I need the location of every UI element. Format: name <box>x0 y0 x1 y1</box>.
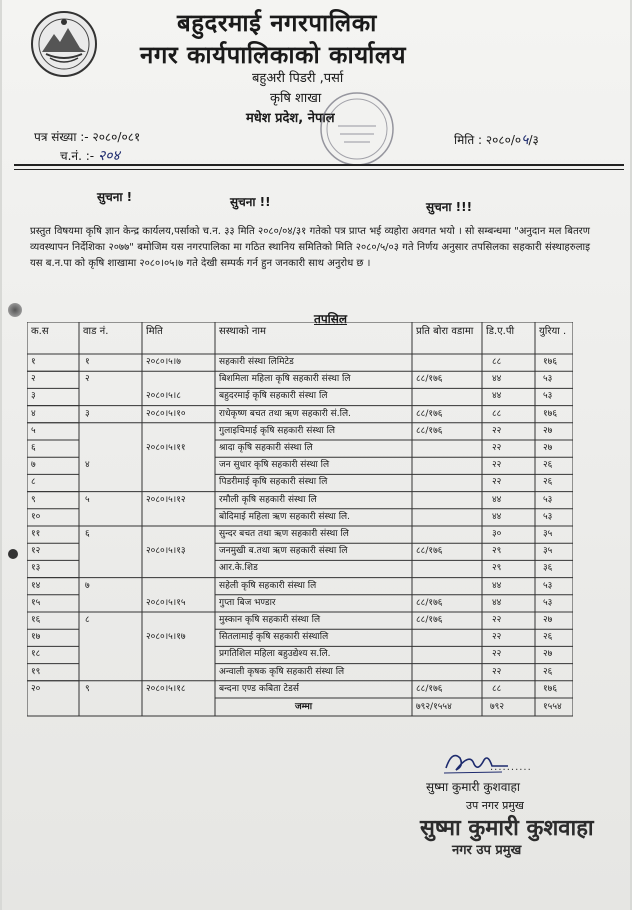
row-ward-number: ४ <box>85 460 90 471</box>
row-dap: ४४ <box>492 494 502 505</box>
row-dap: ८८ <box>492 357 502 367</box>
row-serial-number: १७ <box>31 632 41 643</box>
row-org-name: गुप्ता बिज भण्डार <box>219 597 276 608</box>
notice-heading-2: सुचना !! <box>230 195 271 209</box>
notice-body: प्रस्तुत विषयमा कृषि ज्ञान केन्द्र कार्यलय,पर्साको च.न. ३३ मिति २०८०/०४/३१ गतेको पत्र प्राप्त भई व्यहोरा अवगत भयो । सो सम्बन्धमा "अनुदान मल बितरण व्यवस्थापन निर्देशिका २०७७" बमोजिम यस नगरपालिका मा गठित स्थानिय समितिको मिति २०८०/५/०३ गते निर्णय अनुसार तपसिलका सहकारी संस्थाहरुलाइ यस ब.न.पा को कृषि शाखामा २०८०।०५।७ गते देखी सम्पर्क गर्न हुन जनकारी साथ अनुरोध छ । <box>30 226 590 269</box>
row-org-name: गुलाइचिमाई कृषि सहकारी संस्था लि <box>219 425 336 436</box>
row-org-name: रमौली कृषि सहकारी संस्था लि <box>219 494 317 505</box>
row-date: २०८०।५।८ <box>146 391 181 402</box>
row-urea: २६ <box>543 477 553 488</box>
office-title: नगर कार्यपालिकाको कार्यालय <box>140 41 407 69</box>
row-urea: २७ <box>543 615 553 625</box>
nepal-emblem-logo <box>30 8 98 80</box>
row-serial-number: ५ <box>31 425 36 436</box>
row-dap: ३० <box>492 529 502 539</box>
signature-line: .......... <box>490 762 532 773</box>
row-serial-number: १४ <box>31 580 41 591</box>
row-date: २०८०।५।१८ <box>146 683 186 694</box>
row-dap: २२ <box>492 615 502 625</box>
row-dap: ४४ <box>492 511 502 522</box>
row-rate-per-ward: ८८/१७६ <box>416 408 443 419</box>
row-rate-per-ward: ८८/१७६ <box>416 597 443 608</box>
row-urea: ५३ <box>543 494 553 505</box>
row-serial-number: ७ <box>31 460 36 471</box>
row-serial-number: २० <box>31 683 41 694</box>
row-urea: ५३ <box>543 391 553 402</box>
row-urea: १७६ <box>543 683 558 694</box>
punch-hole <box>8 303 22 317</box>
row-org-name: सुन्दर बचत तथा ऋण सहकारी संस्था लि <box>219 529 349 539</box>
row-serial-number: ४ <box>31 408 36 419</box>
row-serial-number: १ <box>31 357 36 367</box>
row-dap: ८८ <box>492 408 502 419</box>
row-dap: २२ <box>492 477 502 488</box>
row-rate-per-ward: ८८/१७६ <box>416 683 443 694</box>
row-org-name: बोदिमाई महिला ऋण सहकारी संस्था लि. <box>219 511 351 522</box>
row-urea: २७ <box>543 443 553 453</box>
row-org-name: प्रगतिशिल महिला बहुउद्येश्य स.लि. <box>219 649 331 660</box>
row-urea: २६ <box>543 632 553 643</box>
notice-heading-1: सुचना ! <box>97 190 133 204</box>
row-org-name: बन्दना एण्ड कबिता टेडर्स <box>219 683 299 694</box>
row-org-name: सहेली कृषि सहकारी संस्था लि <box>219 580 317 591</box>
letter-date-tail: /३ <box>528 133 539 147</box>
header-ward: वाड नं. <box>83 326 109 337</box>
signatory-title: उप नगर प्रमुख <box>466 799 524 812</box>
row-dap: ४४ <box>492 391 502 402</box>
row-serial-number: ११ <box>31 529 41 539</box>
row-org-name: मुस्कान कृषि सहकारी संस्था लि <box>219 615 321 625</box>
row-org-name: जनमुखी ब.तथा ऋण सहकारी संस्था लि <box>219 546 348 557</box>
row-rate-per-ward: ८८/१७६ <box>416 374 443 385</box>
province-line: मधेश प्रदेश, नेपाल <box>246 111 335 126</box>
row-urea: २७ <box>543 649 553 660</box>
row-urea: २६ <box>543 666 553 677</box>
row-org-name: अन्वाली कृषक कृषि सहकारी संस्था लि <box>219 666 345 677</box>
signatory-name: सुष्मा कुमारी कुशवाहा <box>426 780 520 794</box>
title-stamp: नगर उप प्रमुख <box>452 843 522 858</box>
letter-date-handwritten: ५ <box>521 132 529 148</box>
name-stamp: सुष्मा कुमारी कुशवाहा <box>420 816 594 841</box>
row-ward-number: ९ <box>85 683 90 694</box>
letter-number: पत्र संख्या :- २०८०/०८१ <box>34 130 141 144</box>
municipality-title: बहुदरमाई नगरपालिका <box>177 9 377 37</box>
row-org-name: बहुदरमाई कृषि सहकारी संस्था लि <box>219 391 328 402</box>
dispatch-number-handwritten: २०४ <box>97 148 120 164</box>
row-dap: २२ <box>492 443 502 453</box>
office-stamp <box>318 90 396 168</box>
header-urea: युरिया . <box>539 326 567 337</box>
row-serial-number: १० <box>31 511 41 522</box>
row-date: २०८०।५।१२ <box>146 494 186 505</box>
row-org-name: राधेकृष्ण बचत तथा ऋण सहकारी सं.लि. <box>219 408 351 419</box>
row-org-name: सितलामाई कृषि सहकारी संस्थालि <box>219 632 329 643</box>
header-sn: क.स <box>31 326 49 337</box>
row-rate-per-ward: ८८/१७६ <box>416 615 443 625</box>
total-urea: १५५४ <box>543 702 562 712</box>
dispatch-number-label: च.नं. :- <box>60 149 95 163</box>
row-ward-number: ८ <box>85 615 90 625</box>
row-dap: २२ <box>492 649 502 660</box>
row-org-name: सहकारी संस्था लिमिटेड <box>219 357 294 367</box>
total-label: जम्मा <box>295 702 313 712</box>
header-date: मिति <box>146 326 163 337</box>
row-ward-number: ६ <box>85 529 90 539</box>
row-dap: २२ <box>492 632 502 643</box>
row-urea: ५३ <box>543 580 553 591</box>
row-serial-number: १३ <box>31 563 41 574</box>
notice-heading-3: सुचना !!! <box>426 200 473 214</box>
row-ward-number: २ <box>85 374 90 385</box>
total-dap: ७९२ <box>490 702 505 712</box>
total-rate: ७९२/१५५४ <box>416 702 452 712</box>
cooperative-table <box>27 322 573 740</box>
row-date: २०८०।५।१५ <box>146 597 186 608</box>
row-serial-number: ८ <box>31 477 36 488</box>
row-urea: ५३ <box>543 374 553 385</box>
header-dap: डि.ए.पी <box>486 326 515 337</box>
row-date: २०८०।५।७ <box>146 357 181 367</box>
header-org-name: सस्थाको नाम <box>219 326 266 337</box>
row-urea: ३६ <box>543 563 553 574</box>
row-serial-number: १९ <box>31 666 41 677</box>
row-ward-number: ३ <box>85 408 90 419</box>
branch-line: कृषि शाखा <box>270 91 322 106</box>
dispatch-number <box>60 146 120 165</box>
row-dap: ८८ <box>492 683 502 694</box>
row-urea: ३५ <box>543 529 553 539</box>
row-dap: ४४ <box>492 580 502 591</box>
row-serial-number: ३ <box>31 391 36 402</box>
row-urea: १७६ <box>543 408 558 419</box>
row-org-name: पिडरीमाई कृषि सहकारी संस्था लि <box>219 477 328 488</box>
letter-date-label: मिति : २०८०/० <box>454 133 522 147</box>
row-org-name: आर.के.शिड <box>219 563 258 574</box>
row-serial-number: ९ <box>31 494 36 505</box>
row-urea: ५३ <box>543 597 553 608</box>
row-serial-number: १२ <box>31 546 41 557</box>
row-urea: ३५ <box>543 546 553 557</box>
punch-hole-lower <box>8 549 18 559</box>
row-org-name: बिशमिला महिला कृषि सहकारी संस्था लि <box>219 374 351 385</box>
row-urea: ५३ <box>543 511 553 522</box>
letter-page <box>2 0 630 910</box>
row-serial-number: ६ <box>31 443 36 453</box>
row-dap: २२ <box>492 460 502 471</box>
row-dap: ४४ <box>492 374 502 385</box>
row-serial-number: २ <box>31 374 36 385</box>
row-ward-number: ७ <box>85 580 90 591</box>
row-ward-number: १ <box>85 357 90 367</box>
row-serial-number: १५ <box>31 597 41 608</box>
row-date: २०८०।५।१७ <box>146 632 186 643</box>
row-dap: २९ <box>492 546 502 557</box>
header-divider-thin <box>14 169 624 170</box>
row-urea: २७ <box>543 425 553 436</box>
row-rate-per-ward: ८८/१७६ <box>416 546 443 557</box>
header-rate: प्रति बोरा वडामा <box>416 326 474 337</box>
row-serial-number: १८ <box>31 649 41 660</box>
table-caption: तपसिल <box>314 312 348 326</box>
row-serial-number: १६ <box>31 615 41 625</box>
row-dap: २९ <box>492 563 502 574</box>
letter-date <box>454 130 539 149</box>
row-org-name: जन सुधार कृषि सहकारी संस्था लि <box>219 460 330 471</box>
row-dap: २२ <box>492 425 502 436</box>
row-dap: २२ <box>492 666 502 677</box>
row-org-name: श्रादा कृषि सहकारी संस्था लि <box>219 443 313 453</box>
row-rate-per-ward: ८८/१७६ <box>416 425 443 436</box>
row-urea: १७६ <box>543 357 558 367</box>
address-line: बहुअरी पिडरी ,पर्सा <box>252 71 344 86</box>
row-dap: ४४ <box>492 597 502 608</box>
row-date: २०८०।५।१० <box>146 408 186 419</box>
row-date: २०८०।५।१३ <box>146 546 186 557</box>
row-date: २०८०।५।११ <box>146 443 186 453</box>
header-divider <box>14 164 624 166</box>
row-ward-number: ५ <box>85 494 90 505</box>
row-urea: २६ <box>543 460 553 471</box>
